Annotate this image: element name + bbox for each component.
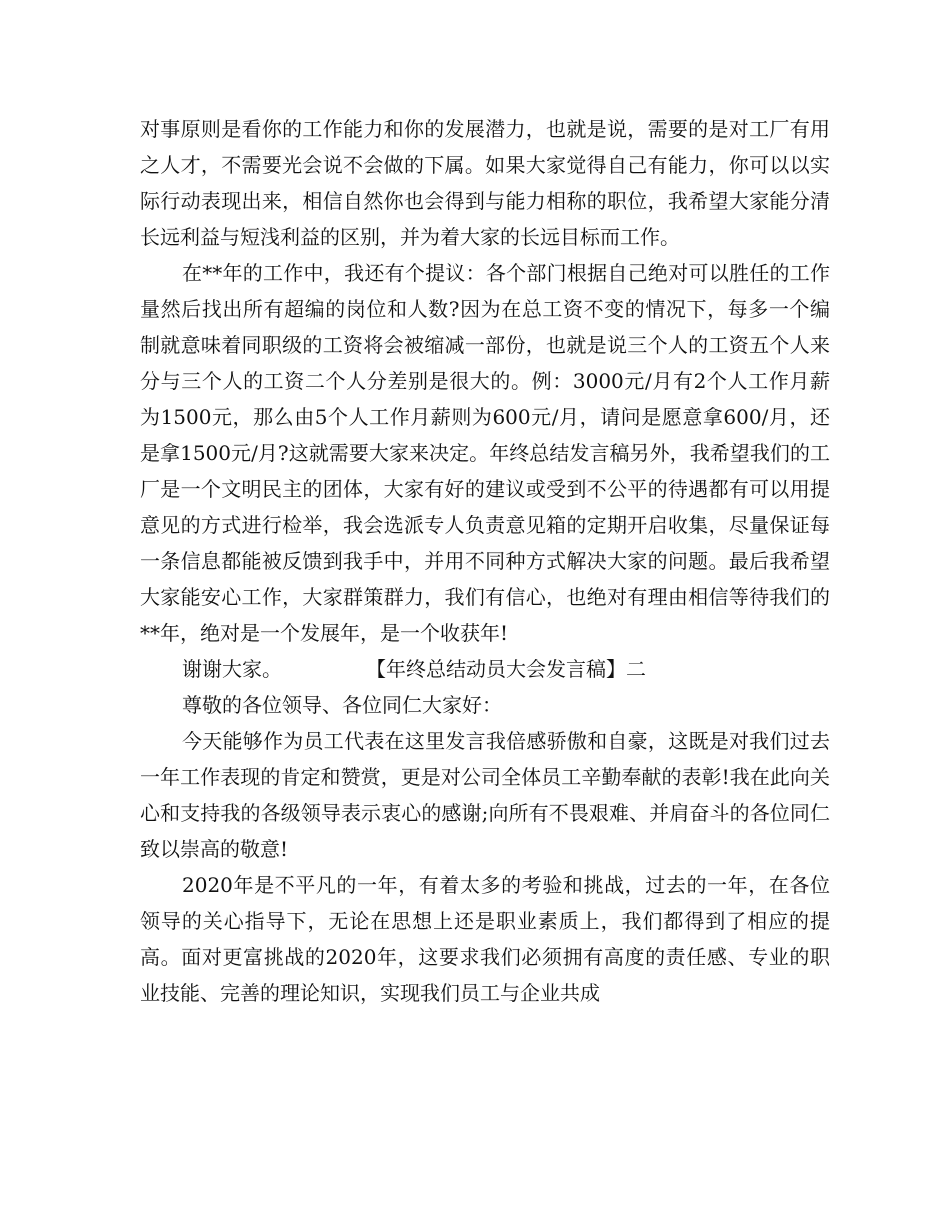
paragraph-greeting: 尊敬的各位领导、各位同仁大家好：: [182, 693, 502, 717]
paragraph-year-review: 2020年是不平凡的一年，有着太多的考验和挑战，过去的一年，在各位领导的关心指导下，无论在思想上还是职业素质上，我们都得到了相应的提高。面对更富挑战的2020年，这要求我们必须拥有高度的责任感、专业的职业技能、完善的理论知识，实现我们员工与企业共成: [140, 873, 830, 1005]
paragraph-honor: 今天能够作为员工代表在这里发言我倍感骄傲和自豪，这既是对我们过去一年工作表现的肯定和赞赏，更是对公司全体员工辛勤奉献的表彰!我在此向关心和支持我的各级领导表示衷心的感谢;向所有不畏艰难、并肩奋斗的各位同仁致以崇高的敬意!: [140, 729, 830, 861]
document-body: [140, 111, 830, 1011]
paragraph-principle: 对事原则是看你的工作能力和你的发展潜力，也就是说，需要的是对工厂有用之人才，不需要光会说不会做的下属。如果大家觉得自己有能力，你可以以实际行动表现出来，相信自然你也会得到与能力相称的职位，我希望大家能分清长远利益与短浅利益的区别，并为着大家的长远目标而工作。: [140, 117, 830, 249]
thanks-text: 谢谢大家。: [182, 657, 282, 681]
thanks-line: [140, 651, 830, 687]
section-heading: 【年终总结动员大会发言稿】二: [366, 657, 646, 681]
paragraph-proposal: 在**年的工作中，我还有个提议：各个部门根据自己绝对可以胜任的工作量然后找出所有超编的岗位和人数?因为在总工资不变的情况下，每多一个编制就意味着同职级的工资将会被缩减一部份，也就是说三个人的工资五个人来分与三个人的工资二个人分差别是很大的。例：3000元/月有2个人工作月薪为1500元，那么由5个人工作月薪则为600元/月，请问是愿意拿600/月，还是拿1500元/月?这就需要大家来决定。年终总结发言稿另外，我希望我们的工厂是一个文明民主的团体，大家有好的建议或受到不公平的待遇都有可以用提意见的方式进行检举，我会选派专人负责意见箱的定期开启收集，尽量保证每一条信息都能被反馈到我手中，并用不同种方式解决大家的问题。最后我希望大家能安心工作，大家群策群力，我们有信心，也绝对有理由相信等待我们的**年，绝对是一个发展年，是一个收获年!: [140, 261, 830, 645]
